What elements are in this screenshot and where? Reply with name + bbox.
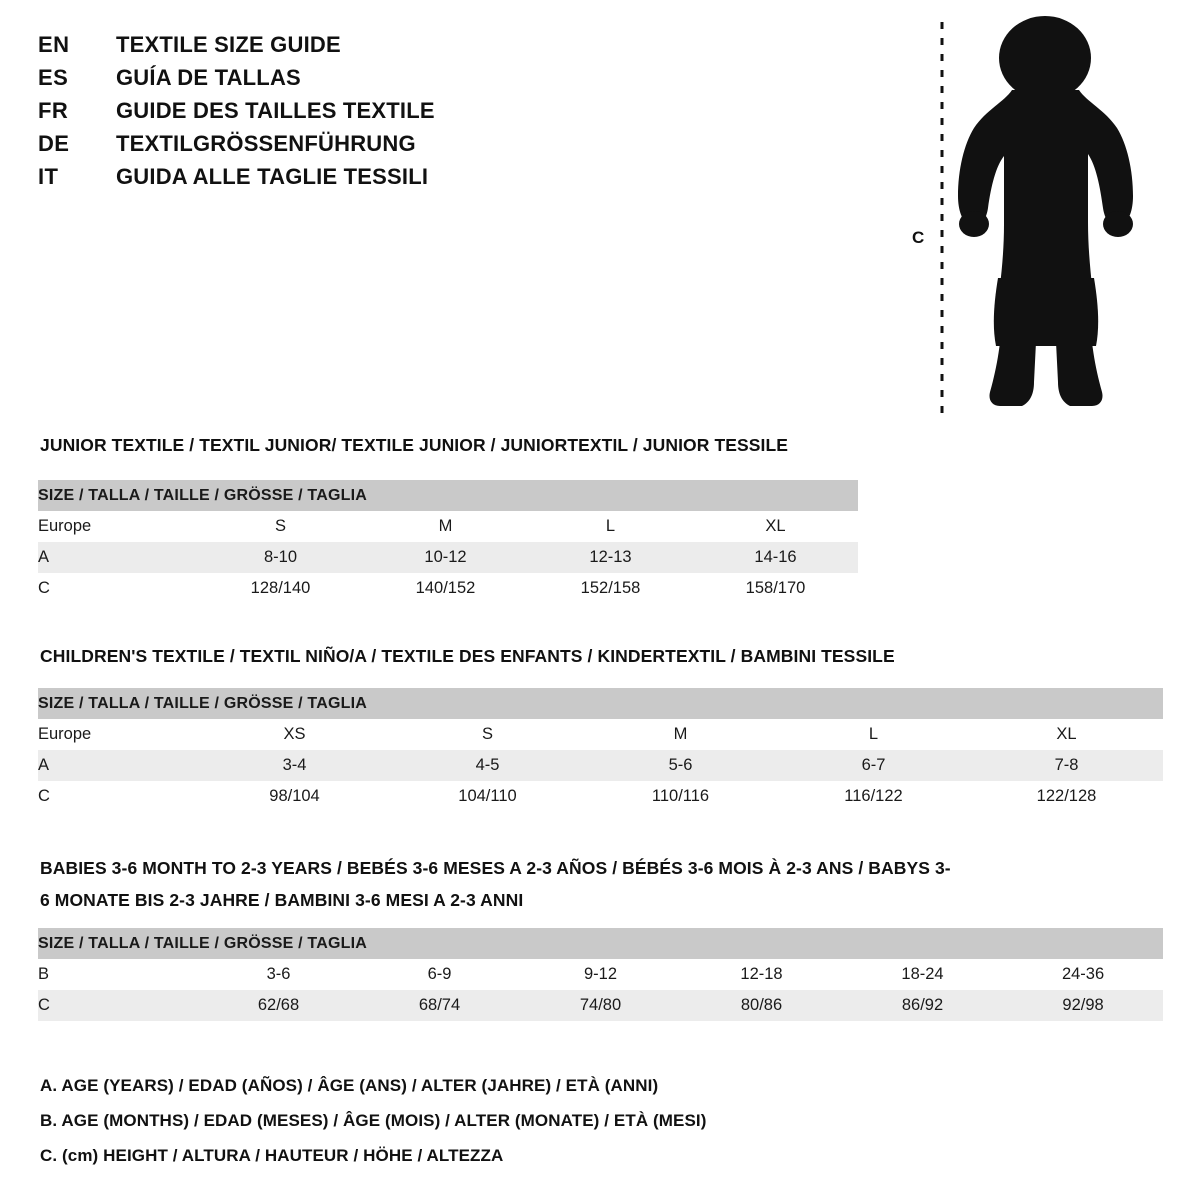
legend-line-a: A. AGE (YEARS) / EDAD (AÑOS) / ÂGE (ANS) / ALTER (JAHRE) / ETÀ (ANNI) — [40, 1076, 659, 1095]
row-label: C — [38, 781, 198, 812]
cell-value: 24-36 — [1003, 959, 1163, 990]
language-code: DE — [38, 131, 70, 156]
cell-value: 7-8 — [970, 750, 1163, 781]
measure-label-c: C — [912, 228, 925, 247]
section-title-junior: JUNIOR TEXTILE / TEXTIL JUNIOR/ TEXTILE JUNIOR / JUNIORTEXTIL / JUNIOR TESSILE — [40, 435, 789, 455]
table-header-row — [38, 480, 858, 511]
cell-value: XL — [970, 719, 1163, 750]
language-code: FR — [38, 98, 69, 123]
language-code: IT — [38, 164, 59, 189]
cell-value: 92/98 — [1003, 990, 1163, 1021]
table-row — [38, 750, 1163, 781]
language-code: EN — [38, 32, 70, 57]
cell-value: S — [391, 719, 584, 750]
cell-value: XL — [693, 511, 858, 542]
cell-value: 14-16 — [693, 542, 858, 573]
row-label: A — [38, 542, 198, 573]
language-row-en — [38, 32, 738, 65]
cell-value: 74/80 — [520, 990, 681, 1021]
row-label: C — [38, 990, 198, 1021]
legend — [40, 1068, 940, 1173]
cell-value: 10-12 — [363, 542, 528, 573]
cell-value: 80/86 — [681, 990, 842, 1021]
table-header-row — [38, 688, 1163, 719]
table-row — [38, 719, 1163, 750]
size-header-label: SIZE / TALLA / TAILLE / GRÖSSE / TAGLIA — [38, 480, 858, 511]
cell-value: 9-12 — [520, 959, 681, 990]
table-row — [38, 542, 858, 573]
table-row — [38, 511, 858, 542]
cell-value: 12-18 — [681, 959, 842, 990]
size-header-label: SIZE / TALLA / TAILLE / GRÖSSE / TAGLIA — [38, 688, 1163, 719]
language-title: GUIDA ALLE TAGLIE TESSILI — [116, 164, 429, 189]
table-row — [38, 990, 1163, 1021]
cell-value: 12-13 — [528, 542, 693, 573]
row-label: Europe — [38, 719, 198, 750]
cell-value: 8-10 — [198, 542, 363, 573]
cell-value: L — [777, 719, 970, 750]
cell-value: S — [198, 511, 363, 542]
cell-value: 110/116 — [584, 781, 777, 812]
child-silhouette-icon — [900, 10, 1160, 430]
language-row-de — [38, 131, 738, 164]
cell-value: 152/158 — [528, 573, 693, 604]
language-title: GUÍA DE TALLAS — [116, 65, 301, 90]
cell-value: M — [363, 511, 528, 542]
cell-value: 68/74 — [359, 990, 520, 1021]
row-label: C — [38, 573, 198, 604]
row-label: B — [38, 959, 198, 990]
cell-value: 6-9 — [359, 959, 520, 990]
table-row — [38, 573, 858, 604]
row-label: A — [38, 750, 198, 781]
size-header-label: SIZE / TALLA / TAILLE / GRÖSSE / TAGLIA — [38, 928, 1163, 959]
table-header-row — [38, 928, 1163, 959]
cell-value: L — [528, 511, 693, 542]
language-code: ES — [38, 65, 69, 90]
language-title: TEXTILE SIZE GUIDE — [116, 32, 341, 57]
height-measure-figure — [900, 10, 1160, 430]
children-size-table — [38, 688, 1163, 812]
cell-value: 4-5 — [391, 750, 584, 781]
cell-value: 128/140 — [198, 573, 363, 604]
language-header — [38, 32, 738, 197]
cell-value: M — [584, 719, 777, 750]
legend-line-b: B. AGE (MONTHS) / EDAD (MESES) / ÂGE (MOIS) / ALTER (MONATE) / ETÀ (MESI) — [40, 1111, 707, 1130]
cell-value: 104/110 — [391, 781, 584, 812]
cell-value: 86/92 — [842, 990, 1003, 1021]
table-row — [38, 781, 1163, 812]
section-title-children: CHILDREN'S TEXTILE / TEXTIL NIÑO/A / TEXTILE DES ENFANTS / KINDERTEXTIL / BAMBINI TESSILE — [40, 646, 895, 666]
language-row-it — [38, 164, 738, 197]
cell-value: 62/68 — [198, 990, 359, 1021]
language-title: GUIDE DES TAILLES TEXTILE — [116, 98, 435, 123]
cell-value: 3-6 — [198, 959, 359, 990]
language-row-fr — [38, 98, 738, 131]
junior-size-table — [38, 480, 858, 604]
language-title: TEXTILGRÖSSENFÜHRUNG — [116, 131, 416, 156]
row-label: Europe — [38, 511, 198, 542]
legend-line-c: C. (cm) HEIGHT / ALTURA / HAUTEUR / HÖHE / ALTEZZA — [40, 1146, 504, 1165]
table-row — [38, 959, 1163, 990]
cell-value: XS — [198, 719, 391, 750]
cell-value: 6-7 — [777, 750, 970, 781]
babies-size-table — [38, 928, 1163, 1021]
section-title-babies: BABIES 3-6 MONTH TO 2-3 YEARS / BEBÉS 3-6 MESES A 2-3 AÑOS / BÉBÉS 3-6 MOIS À 2-3 ANS / BABYS 3-6 MONATE BIS 2-3 JAHRE / BAMBINI 3-6 MESI A 2-3 ANNI — [40, 858, 951, 910]
cell-value: 5-6 — [584, 750, 777, 781]
cell-value: 18-24 — [842, 959, 1003, 990]
cell-value: 3-4 — [198, 750, 391, 781]
language-row-es — [38, 65, 738, 98]
cell-value: 98/104 — [198, 781, 391, 812]
cell-value: 158/170 — [693, 573, 858, 604]
cell-value: 116/122 — [777, 781, 970, 812]
cell-value: 140/152 — [363, 573, 528, 604]
cell-value: 122/128 — [970, 781, 1163, 812]
